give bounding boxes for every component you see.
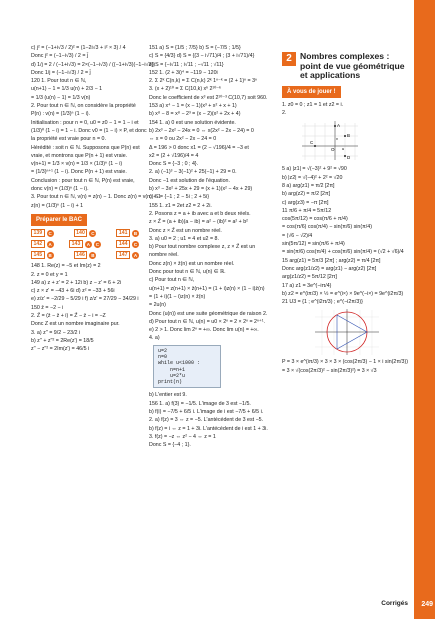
column-right-text-a bbox=[282, 101, 412, 118]
code-line: n=0 bbox=[158, 353, 168, 360]
bac-row bbox=[31, 229, 139, 237]
text-line: P = 3 × e^(iπ/3) × 3 × 3 × (cos(2π/3) − 1 × i sin(2π/3)) bbox=[282, 359, 408, 366]
text-line: nombre réel. bbox=[149, 252, 179, 259]
text-line: = cos(π/6) cos(π/4) − sin(π/6) sin(π/4) bbox=[282, 224, 372, 231]
code-line: u=2*u bbox=[158, 372, 186, 379]
text-line: u(n+1) = z(n+1) × z̄(n+1) = (1 + i)z(n) × (1 − i)z̄(n) bbox=[149, 285, 265, 292]
text-line: b) z2 = e^(iπ/3) × ½ = e^(i×) × 9e^(−i×) = 9e^(i2π/3) bbox=[282, 290, 404, 297]
bac-cell bbox=[116, 251, 139, 259]
text-line: 120 1. Pour tout n ∈ ℕ, bbox=[31, 78, 87, 85]
text-line: arg(z1/z2) = 5π/12 [2π] bbox=[282, 274, 337, 281]
text-line: vraie, et montrons que P(n + 1) est vraie. bbox=[31, 152, 128, 159]
code-line: print(n) bbox=[158, 379, 183, 386]
text-line: 150 z̄ = −2 − i bbox=[31, 304, 64, 311]
text-line: 153 a) x⁴ − 1 = (x − 1)(x³ + x² + x + 1) bbox=[149, 103, 237, 110]
text-line: c) Pour tout n ∈ ℕ, bbox=[149, 277, 195, 284]
text-line: z'' − z''² = 2Im(z') = 46/5 i bbox=[31, 346, 90, 353]
bac-row bbox=[31, 251, 139, 259]
text-line: = 2u(n) bbox=[149, 302, 166, 309]
bac-cell bbox=[74, 229, 97, 237]
text-line: z × Z̄ = (a + ib)(a − ib) = a² − (ib)² = a² + b² bbox=[149, 219, 248, 226]
chapter-title: Nombres complexes : point de vue géométrique et applications bbox=[300, 51, 405, 80]
label-d: D bbox=[347, 155, 351, 161]
margin-band bbox=[414, 0, 435, 619]
text-line: 148 1. Re(z) = −5 et Im(z) = 2 bbox=[31, 263, 101, 270]
text-line: b) L'entier est 9. bbox=[149, 392, 187, 399]
text-line: Donc j² = (−1−i√3) / 2 = j̄ bbox=[31, 53, 89, 60]
column-right-text-b bbox=[282, 165, 412, 306]
chapter-header bbox=[282, 52, 412, 81]
point-d bbox=[344, 155, 346, 157]
text-line: c) j² = (−1+i√3 / 2)² = (1−2i√3 + i² × 3) / 4 bbox=[31, 45, 126, 51]
bac-cell bbox=[31, 251, 54, 259]
text-line: b) x⁸ − 8 = x⁸ − 2³ = (x − 2)(x² + 2x + 4) bbox=[149, 111, 241, 118]
text-line: 21 U3 = {1 ; e^(i2π/3) ; e^(−i2π/3)} bbox=[282, 299, 363, 306]
text-line: 2. bbox=[282, 110, 287, 117]
text-line: 2. Posons z = a + ib avec a et b deux réels. bbox=[149, 210, 251, 217]
label-a: A bbox=[337, 123, 341, 129]
text-line: Donc z × Z̄ est un nombre réel. bbox=[149, 227, 222, 234]
footer-label: Corrigés bbox=[381, 600, 408, 607]
python-code-block bbox=[153, 345, 221, 389]
label-u: u bbox=[342, 146, 345, 152]
column-left-text bbox=[31, 44, 161, 210]
text-line: = (1 + i)(1 − i)z(n) × z̄(n) bbox=[149, 293, 206, 300]
text-line: 17 a) z1 = 3e^(−iπ/4) bbox=[282, 282, 332, 289]
column-middle-text bbox=[149, 44, 275, 343]
text-line: 1. z0 = 0 ; z1 = 1 et z2 = i. bbox=[282, 101, 344, 108]
text-line: d) Pour tout n ∈ ℕ, u(n) = u0 × 2ⁿ = 2 × 2ⁿ = 2ⁿ⁺¹. bbox=[149, 318, 265, 325]
exercise-number: 141 bbox=[116, 229, 130, 237]
exercise-number: 144 bbox=[116, 240, 130, 248]
answer-badge: A bbox=[48, 241, 52, 247]
text-line: 156 1. a) f(3) = −1/5. L'image de 3 est −1/5. bbox=[149, 400, 251, 407]
text-line: (1/3)⁰ (1 − i) = 1 − i. Donc v0 = (1 − i) × P, et donc bbox=[31, 127, 147, 134]
text-line: Donc z(n) × z̄(n) est un nombre réel. bbox=[149, 260, 235, 267]
text-line: 152 1. (2 + 3i)⁴ = −119 − 120i bbox=[149, 69, 218, 76]
text-line: sin(5π/12) = sin(π/6 + π/4) bbox=[282, 241, 345, 248]
text-line: 3. Pour tout n ∈ ℕ, v(n) = z(n) − 1. Donc z(n) = v(n) + 1 bbox=[31, 194, 161, 201]
bac-cell bbox=[74, 251, 97, 259]
bac-cell bbox=[116, 240, 139, 248]
text-line: Initialisation : pour n = 0, u0 = z0 − 1 = 1 − i et bbox=[31, 119, 139, 126]
text-line: 3. (x + 2)¹⁰ = Σ C(10,k) xᵏ 2¹⁰⁻ᵏ bbox=[149, 86, 221, 93]
text-line: c) z × z' = −43 + 6i d) z² = −33 + 56i bbox=[31, 288, 115, 295]
answer-badge: C bbox=[91, 230, 95, 236]
text-line: 8 a) arg(z1) = π/2 [2π] bbox=[282, 182, 335, 189]
text-line: Conclusion : pour tout n ∈ ℕ, P(n) est vraie, bbox=[31, 177, 135, 184]
complex-plane-graph bbox=[300, 118, 360, 163]
bac-answer-grid bbox=[31, 229, 144, 259]
bac-row bbox=[31, 240, 139, 248]
text-line: Donc arg(z1/z2) = arg(z1) − arg(z2) [2π] bbox=[282, 265, 377, 272]
text-line: Hérédité : soit n ∈ ℕ. Supposons que P(n) est bbox=[31, 144, 140, 151]
text-line: 2. a) (−1)³ − 3(−1)² + 25(−1) + 29 = 0. bbox=[149, 169, 237, 176]
bac-heading: Préparer le BAC bbox=[31, 214, 87, 226]
text-line: Donc Z est un nombre imaginaire pur. bbox=[31, 321, 120, 328]
text-line: 3. f(z) = −z ⇔ z² − 4 ⇔ z = 1 bbox=[149, 433, 216, 440]
text-line: x2 = (2 + √196)/4 = 4 bbox=[149, 152, 199, 159]
text-line: 3. a) u0 = 2 ; u1 = 4 et u2 = 8. bbox=[149, 235, 219, 242]
text-line: b) f(z) = i ⇔ z = 1 + 3i. L'antécédent de i est 1 + 3i. bbox=[149, 425, 268, 432]
text-line: Donc pour tout n ∈ ℕ, u(n) ∈ ℝ. bbox=[149, 269, 226, 276]
text-line: la propriété est vraie pour n = 0. bbox=[31, 136, 106, 143]
point-b bbox=[344, 135, 346, 137]
text-line: b) 2x³ − 2x² − 24x = 0 ⇔ x(2x² − 2x − 24) = 0 bbox=[149, 127, 254, 134]
answer-badge: B bbox=[48, 252, 52, 258]
text-line: Donc −1 est solution de l'équation. bbox=[149, 177, 230, 184]
text-line: 15 arg(z1) = 5π/3 [2π] ; arg(z2) = π/4 [2π] bbox=[282, 257, 381, 264]
column-middle bbox=[149, 44, 275, 450]
text-line: = (1/3)ⁿ⁺¹ (1 − i). Donc P(n + 1) est vraie. bbox=[31, 169, 127, 176]
label-v: v bbox=[336, 136, 338, 142]
exercise-number: 146 bbox=[74, 251, 88, 259]
exercise-number: 147 bbox=[116, 251, 130, 259]
answer-badge: C bbox=[48, 230, 52, 236]
text-line: = sin(π/6) cos(π/4) + cos(π/6) sin(π/4) = (√2 + √6)/4 bbox=[282, 249, 404, 256]
text-line: u(n+1) − 1 = 1/3 u(n) + 2/3 − 1 bbox=[31, 86, 103, 93]
text-line: 3. a) z'' = 9/2 − 23/2 i bbox=[31, 329, 81, 336]
bac-cell bbox=[31, 240, 54, 248]
text-line: c) S = {4/3} d) S = {(3 − i√71)/4 ; (3 + i√71)/4} bbox=[149, 53, 255, 60]
text-line: 151 a) S = {1/5 ; 7/5} b) S = {−7/5 ; 1/5} bbox=[149, 45, 241, 51]
exercise-number: 145 bbox=[31, 251, 45, 259]
a-vous-de-jouer-heading: À vous de jouer ! bbox=[282, 86, 341, 98]
text-line: b) f(i) = −7/5 + 6/5 i. L'image de i est −7/5 + 6/5 i. bbox=[149, 409, 264, 416]
text-line: b) |z2| = √(−4)² + 2² = √20 bbox=[282, 174, 343, 181]
text-line: 155 1. z1 = 2et z2 = 2 + 2i. bbox=[149, 202, 212, 209]
text-line: v(n+1) = 1/3 × v(n) = 1/3 × (1/3)ⁿ (1 − i) bbox=[31, 161, 123, 168]
unit-circle-graph bbox=[312, 307, 382, 357]
text-line: 154 1. a) 0 est une solution évidente. bbox=[149, 119, 236, 126]
text-line: Donc S = {−3 ; 0 ; 4}. bbox=[149, 161, 199, 168]
bac-cell bbox=[31, 229, 54, 237]
text-line: z(n) = (1/3)ⁿ (1 − i) + 1 bbox=[31, 202, 84, 209]
label-b: B bbox=[347, 133, 351, 139]
answer-badge: A bbox=[133, 252, 138, 258]
text-line: 11 π/6 + π/4 = 5π/12 bbox=[282, 207, 332, 214]
code-line: n=n+1 bbox=[158, 366, 186, 373]
answer-badge: A bbox=[86, 241, 90, 247]
text-line: e) 2 > 1. Donc lim 2ⁿ = +∞. Donc lim u(n) = +∞. bbox=[149, 327, 259, 334]
chapter-number: 2 bbox=[282, 52, 296, 66]
column-middle-text-2 bbox=[149, 391, 275, 449]
text-line: b) z'' + z''² = 2Re(z') = 18/5 bbox=[31, 337, 94, 344]
point-c bbox=[314, 145, 316, 147]
text-line: e) S = {−i√11 ; i√11 ; −√11 ; √11} bbox=[149, 61, 224, 68]
exercise-number: 139 bbox=[31, 229, 45, 237]
text-line: cos(5π/12) = cos(π/6 + π/4) bbox=[282, 216, 348, 223]
text-line: = (√6 − √2)/4 bbox=[282, 232, 313, 239]
text-line: Δ = 196 > 0 donc x1 = (2 − √196)/4 = −3 et bbox=[149, 144, 249, 151]
exercise-number: 140 bbox=[74, 229, 88, 237]
answer-badge: C bbox=[95, 241, 99, 247]
exercise-number: 143 bbox=[69, 240, 83, 248]
text-line: donc v(n) = (1/3)ⁿ (1 − i). bbox=[31, 186, 89, 193]
code-line: u=2 bbox=[158, 347, 168, 354]
text-line: e) z/z' = −2/29 − 5/29 i f) z/z' = 27/29 − 34/29 i bbox=[31, 296, 139, 303]
text-line: 4. a) bbox=[149, 335, 160, 342]
text-line: ⇔ x = 0 ou 2x² − 2x − 24 = 0 bbox=[149, 136, 217, 143]
text-line: P(n) : v(n) = (1/3)ⁿ (1 − i). bbox=[31, 111, 91, 118]
column-left-text-2 bbox=[31, 262, 144, 353]
text-line: 2. a) f(z) = 3 ⇔ z = −5. L'antécédent de 3 est −5. bbox=[149, 417, 264, 424]
text-line: 149 a) z + z' = 2 + 12i b) z − z' = 6 + 2i bbox=[31, 279, 122, 286]
exercise-number: 142 bbox=[31, 240, 45, 248]
text-line: Donc (u(n)) est une suite géométrique de raison 2. bbox=[149, 310, 268, 317]
answer-badge: B bbox=[133, 230, 138, 236]
answer-badge: C bbox=[133, 241, 138, 247]
point-a bbox=[334, 125, 336, 127]
label-c: C bbox=[310, 140, 314, 146]
bac-cell bbox=[116, 229, 139, 237]
text-line: 2. Σ 2ᵏ C(n,k) = Σ C(n,k) 2ᵏ 1ⁿ⁻ᵏ = (2 + 1)ⁿ = 3ⁿ bbox=[149, 78, 257, 85]
text-line: 2. Z̄ = (z̄ − z̄ + i) = Z̄ − z̄ − i = −Z bbox=[31, 313, 106, 320]
text-line: = 1/3 (u(n) − 1) = 1/3 v(n) bbox=[31, 94, 91, 101]
text-line: b) arg(z2) = π/2 [2π] bbox=[282, 191, 331, 198]
answer-badge: B bbox=[91, 252, 95, 258]
text-line: c) arg(z3) = −π [2π] bbox=[282, 199, 329, 206]
column-right-text-c bbox=[282, 358, 412, 375]
text-line: Donc le coefficient de x³ est 2¹⁰⁻³ C(10,7) soit 960. bbox=[149, 94, 268, 101]
text-line: 2. z = 0 et y = 1 bbox=[31, 271, 68, 278]
page-number: 249 bbox=[421, 601, 433, 608]
text-line: d) 1/j = 2 / (−1+i√3) = 2×(−1−i√3) / ((−1+i√3)(−1−i√3)) bbox=[31, 61, 155, 68]
text-line: Donc 1/j = (−1−i√3) / 2 = j̄ bbox=[31, 69, 91, 76]
text-line: 5 a) |z1| = √(−3)² + 9² = √90 bbox=[282, 166, 347, 173]
label-o: O bbox=[331, 147, 335, 153]
text-line: 2. Pour tout n ∈ ℕ, on considère la propriété bbox=[31, 103, 136, 110]
text-line: b) x³ − 3x² + 25x + 29 = (x + 1)(x² − 4x + 29) bbox=[149, 186, 253, 193]
code-line: while u<1000 : bbox=[158, 360, 201, 367]
text-line: Donc S = {−4 ; 1}. bbox=[149, 442, 191, 449]
text-line: b) Pour tout nombre complexe z, z × Z̄ est un bbox=[149, 244, 256, 251]
text-line: = 3 × √(cos(2π/3)² − sin(2π/3)²) = 3 × √3 bbox=[282, 367, 377, 374]
column-right bbox=[282, 52, 412, 375]
text-line: c) S = {−1 ; 2 − 5i ; 2 + 5i} bbox=[149, 194, 210, 201]
bac-cell bbox=[69, 240, 101, 248]
